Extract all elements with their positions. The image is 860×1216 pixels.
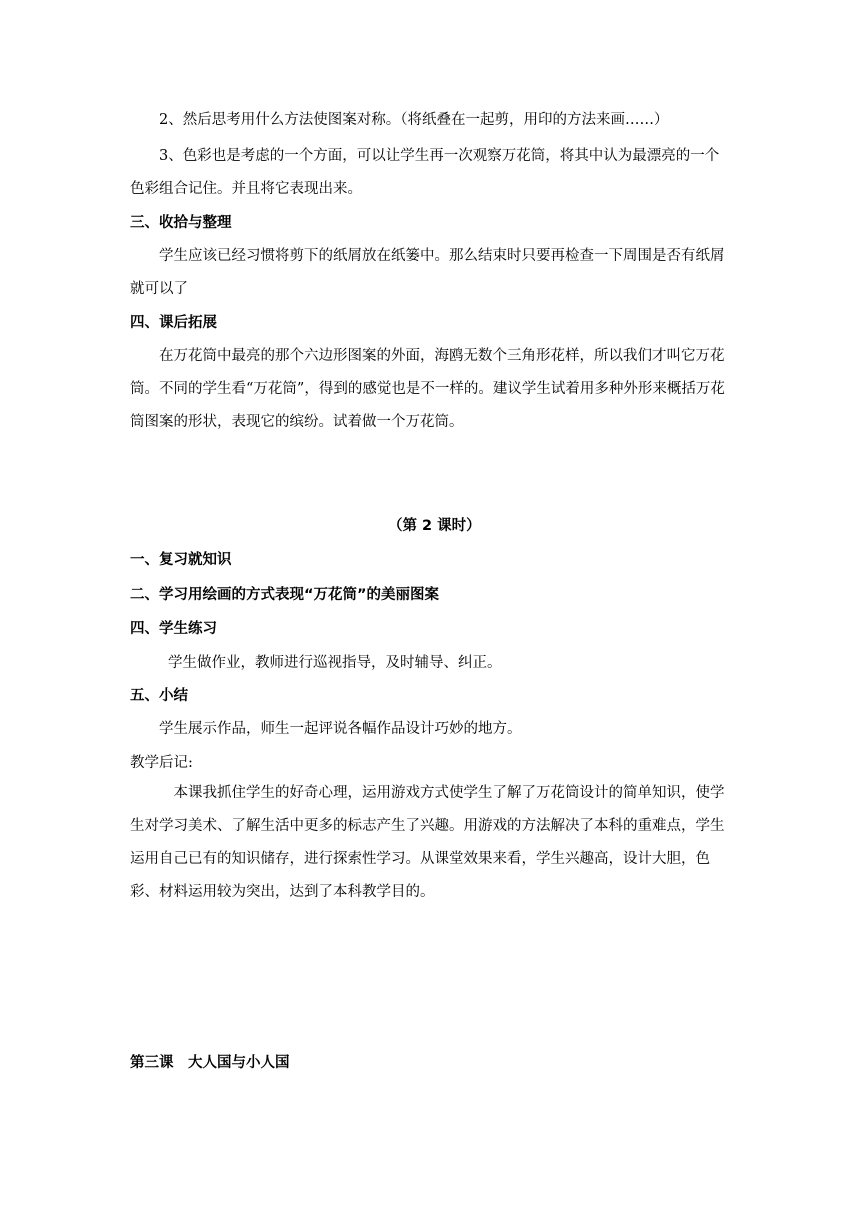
paragraph-symmetry: 2、然后思考用什么方法使图案对称。（将纸叠在一起剪，用印的方法来画……） [159,112,669,128]
paragraph-practice: 学生做作业，教师进行巡视指导，及时辅导、纠正。 [168,655,502,671]
paragraph-extension: 在万花筒中最亮的那个六边形图案的外面，海鸥无数个三角形花样，所以我们才叫它万花筒。不同的学生看“万花筒”，得到的感觉也是不一样的。建议学生试着用多种外形来概括万花筒图案的形状，表现它的缤纷。试着做一个万花筒。 [130,348,725,430]
heading-summary: 五、小结 [130,688,188,704]
heading-painting: 二、学习用绘画的方式表现“万花筒”的美丽图案 [130,587,440,603]
heading-extension: 四、课后拓展 [130,315,217,331]
paragraph-summary: 学生展示作品，师生一起评说各幅作品设计巧妙的地方。 [159,721,522,737]
label-reflection: 教学后记: [130,755,193,771]
paragraph-cleanup: 学生应该已经习惯将剪下的纸屑放在纸篓中。那么结束时只要再检查一下周围是否有纸屑就可以了 [130,248,725,297]
lesson2-title: （第 2 课时） [388,518,481,534]
paragraph-reflection: 本课我抓住学生的好奇心理，运用游戏方式使学生了解了万花筒设计的简单知识，使学生对学习美术、了解生活中更多的标志产生了兴趣。用游戏的方法解决了本科的重难点，学生运用自己已有的知识储存，进行探索性学习。从课堂效果来看，学生兴趣高，设计大胆，色彩、材料运用较为突出，达到了本科教学目的。 [130,785,725,900]
heading-review: 一、复习就知识 [130,552,232,568]
heading-cleanup: 三、收拾与整理 [130,215,232,231]
paragraph-color: 3、色彩也是考虑的一个方面，可以让学生再一次观察万花筒，将其中认为最漂亮的一个色彩组合记住。并且将它表现出来。 [130,148,720,197]
heading-practice: 四、学生练习 [130,621,217,637]
lesson3-title: 第三课 大人国与小人国 [130,1055,290,1071]
